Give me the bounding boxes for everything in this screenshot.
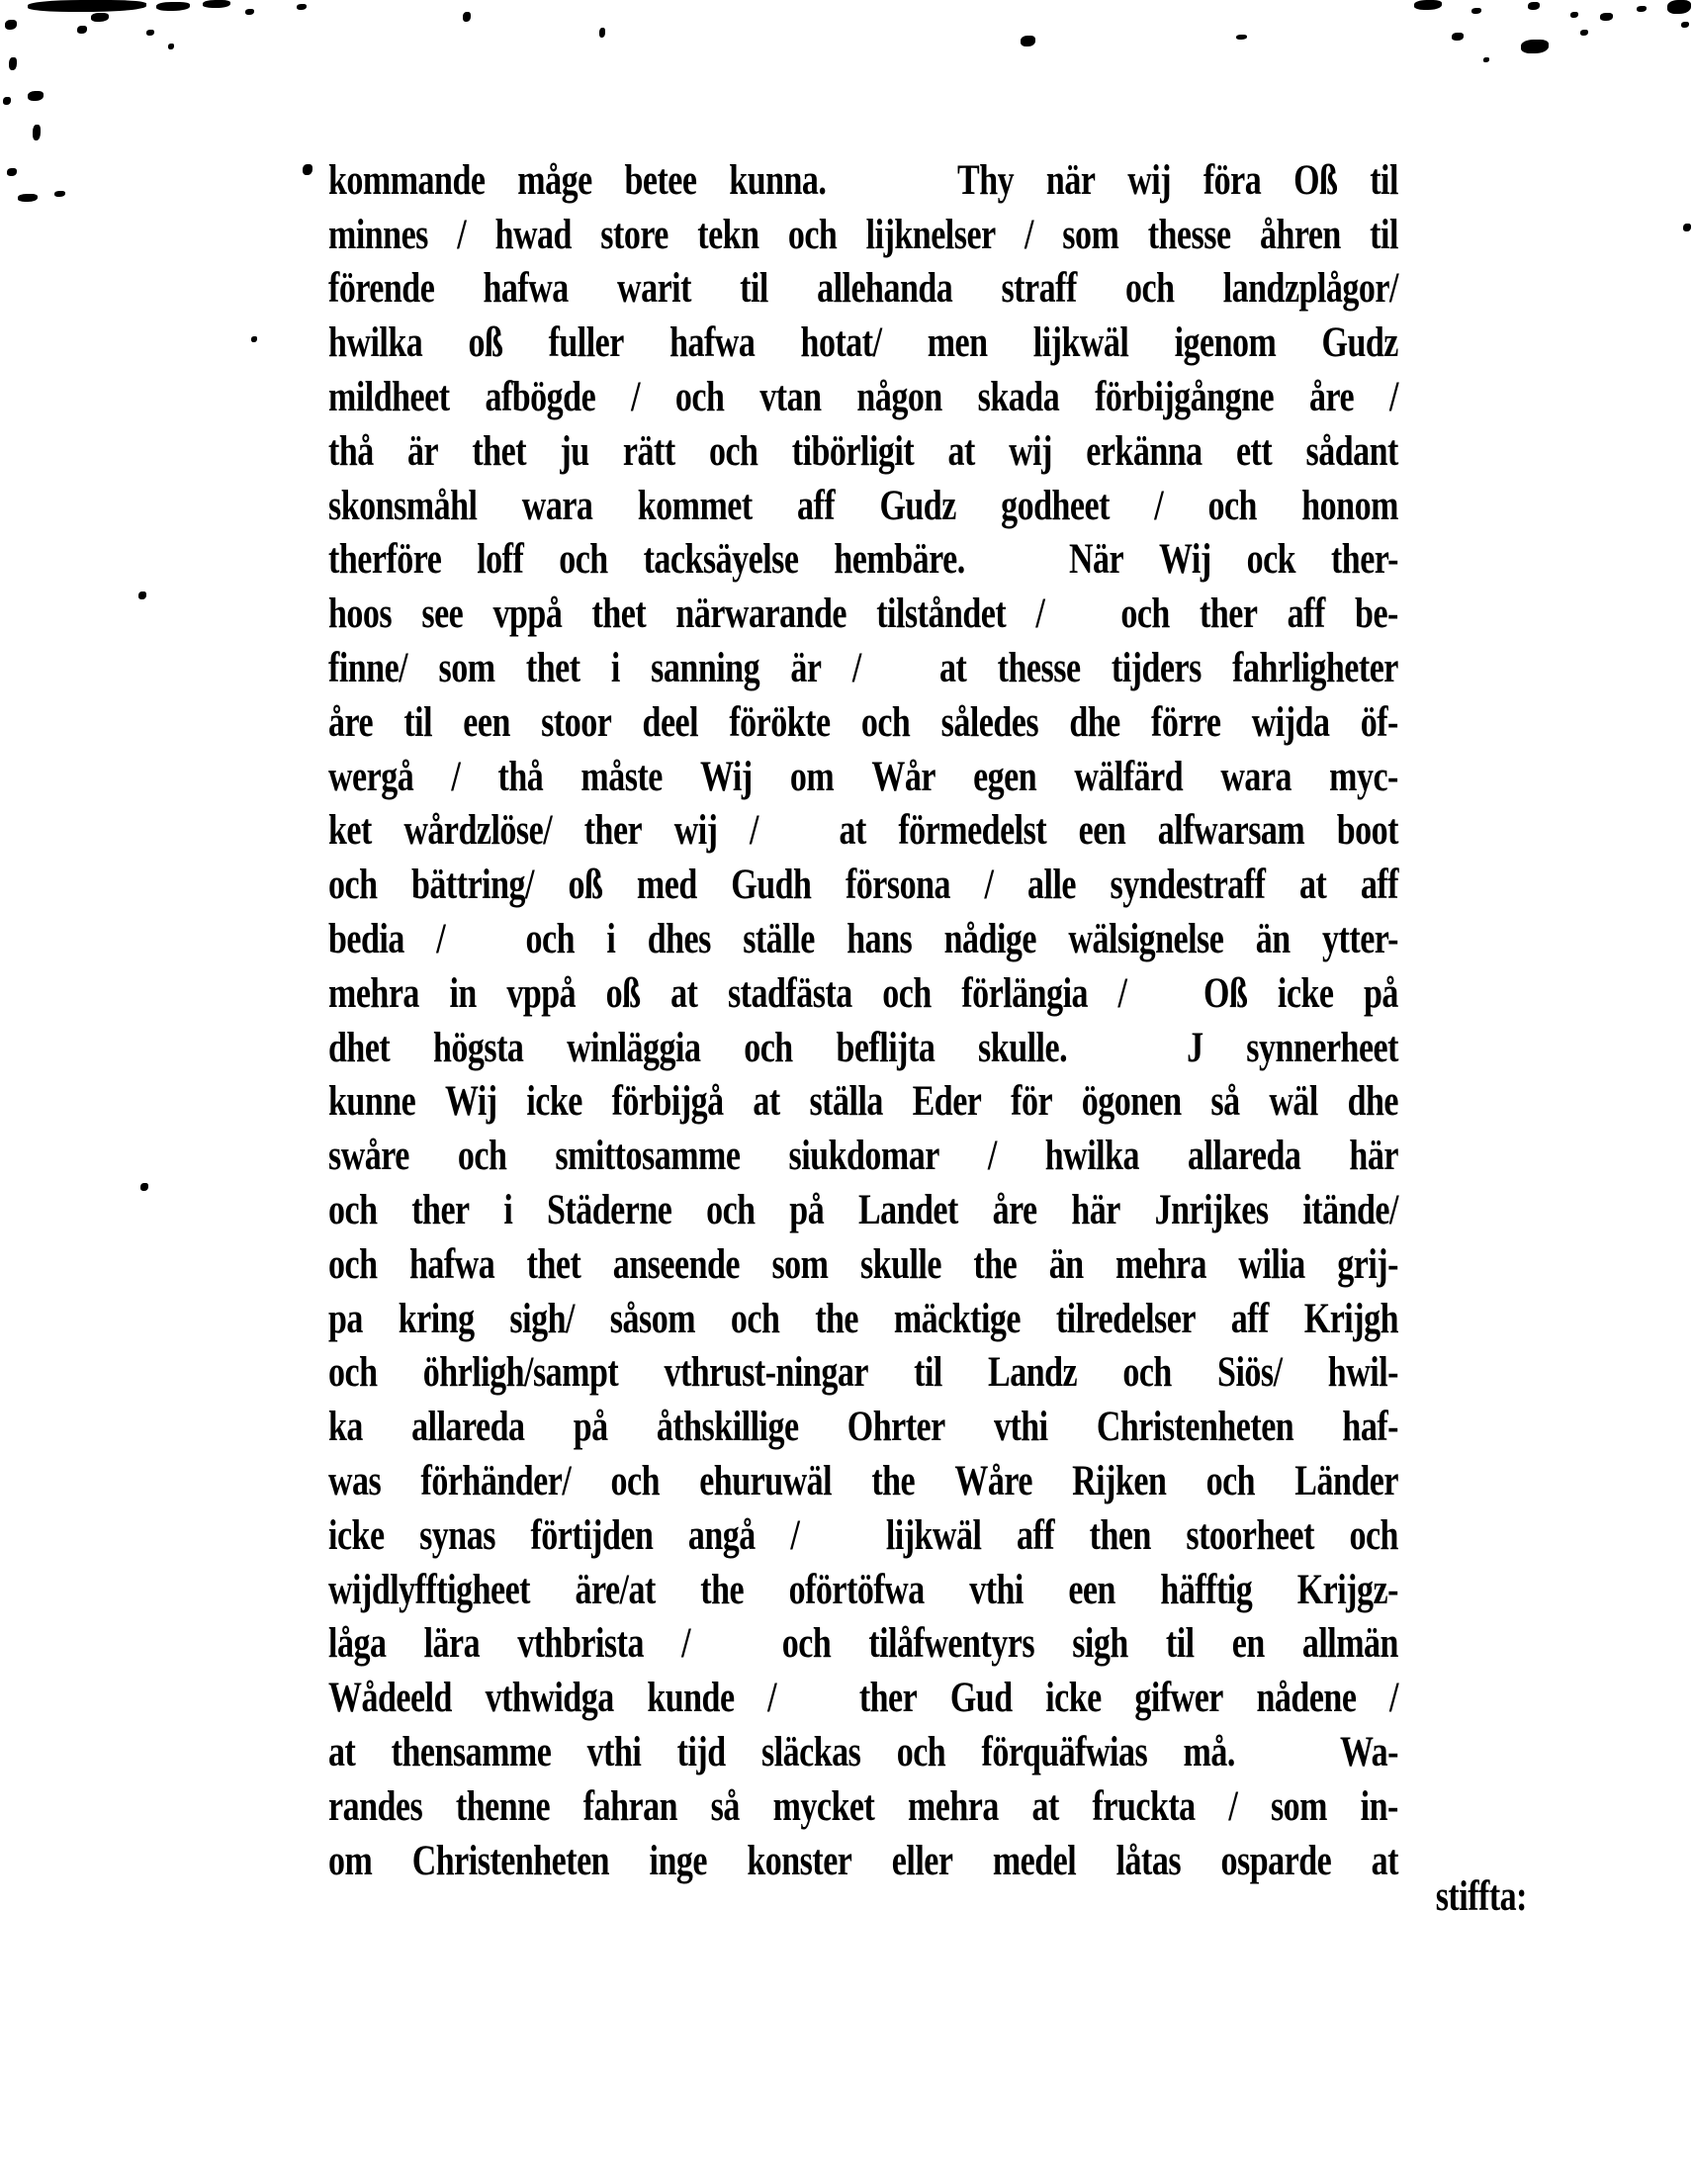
ink-speck (1483, 57, 1489, 62)
ink-speck (5, 20, 17, 30)
ink-speck (1521, 40, 1549, 53)
ink-speck (1414, 0, 1442, 10)
text-line: mehra in vppå oß at stadfästa och förlängia / Oß icke på (328, 969, 1398, 1018)
ink-speck (1528, 2, 1540, 10)
text-line: och öhrligh/sampt vthrust-ningar til Landz och Siös/ hwil- (328, 1349, 1398, 1397)
ink-speck (251, 336, 257, 342)
ink-speck (463, 12, 471, 22)
catchword: stiffta: (1435, 1872, 1527, 1921)
text-line: swåre och smittosamme siukdomar / hwilka allareda här (328, 1133, 1398, 1180)
text-line: och ther i Städerne och på Landet åre här Jnrijkes itände/ (328, 1186, 1398, 1234)
text-line: thå är thet ju rätt och tibörligit at wij erkänna ett sådant (328, 427, 1398, 476)
text-line: bedia / och i dhes ställe hans nådige wälsignelse än ytter- (328, 915, 1398, 963)
ink-speck (1637, 6, 1647, 12)
text-line: therföre loff och tacksäyelse hembäre. När Wij ock ther- (328, 536, 1398, 584)
text-line: skonsmåhl wara kommet aff Gudz godheet / och honom (328, 482, 1398, 529)
ink-speck (168, 44, 174, 49)
ink-speck (203, 0, 230, 8)
text-line: och bättring/ oß med Gudh försona / alle syndestraff at aff (328, 862, 1398, 909)
ink-speck (33, 125, 41, 140)
text-line: hoos see vppå thet närwarande tilståndet / och ther aff be- (328, 591, 1398, 638)
ink-speck (1236, 35, 1247, 40)
text-line: förende hafwa warit til allehanda straff och landzplågor/ (328, 265, 1398, 313)
text-block (328, 148, 1398, 1883)
text-line: finne/ som thet i sanning är / at thesse tijders fahrligheter (328, 644, 1398, 692)
ink-speck (1471, 8, 1481, 14)
ink-speck (1452, 33, 1464, 41)
text-line: at thensamme vthi tijd släckas och förquäfwias må. Wa- (328, 1728, 1398, 1776)
ink-speck (1683, 224, 1691, 231)
ink-speck (599, 28, 605, 38)
text-line: randes thenne fahran så mycket mehra at fruckta / som in- (328, 1782, 1398, 1830)
text-line: kommande måge betee kunna. Thy när wij föra Oß til (328, 156, 1398, 205)
ink-speck (146, 30, 154, 36)
ink-speck (28, 0, 146, 12)
text-line: minnes / hwad store tekn och lijknelser / som thesse åhren til (328, 211, 1398, 258)
text-line: Wådeeld vthwidga kunde / ther Gud icke gifwer nådene / (328, 1675, 1398, 1722)
ink-speck (28, 91, 44, 101)
ink-speck (77, 26, 87, 34)
ink-speck (18, 194, 38, 202)
text-line: was förhänder/ och ehuruwäl the Wåre Rijken och Länder (328, 1457, 1398, 1505)
ink-speck (91, 13, 109, 22)
ink-speck (138, 592, 146, 599)
text-line: ket wårdzlöse/ ther wij / at förmedelst een alfwarsam boot (328, 807, 1398, 855)
ink-speck (1600, 13, 1613, 21)
text-line: och hafwa thet anseende som skulle the än mehra wilia grij- (328, 1240, 1398, 1289)
ink-speck (7, 168, 17, 176)
text-line: åre til een stoor deel förökte och således dhe förre wijda öf- (328, 698, 1398, 747)
ink-speck (9, 57, 17, 70)
ink-speck (245, 9, 254, 15)
ink-speck (54, 191, 65, 197)
ink-speck (3, 97, 11, 105)
ink-speck (1021, 36, 1035, 46)
text-line: mildheet afbögde / och vtan någon skada förbijgångne åre / (328, 373, 1398, 421)
ink-speck (140, 1183, 148, 1191)
text-line: icke synas förtijden angå / lijkwäl aff then stoorheet och (328, 1511, 1398, 1559)
ink-speck (303, 164, 312, 175)
ink-speck (297, 4, 307, 10)
ink-speck (1570, 12, 1578, 18)
text-line: kunne Wij icke förbijgå at ställa Eder för ögonen så wäl dhe (328, 1078, 1398, 1126)
text-line: låga lära vthbrista / och tilåfwentyrs sigh til en allmän (328, 1620, 1398, 1668)
text-line: dhet högsta winläggia och beflijta skulle. J synnerheet (328, 1024, 1398, 1071)
text-line: wergå / thå måste Wij om Wår egen wälfärd wara myc- (328, 753, 1398, 800)
catchword-line (328, 1872, 1527, 1933)
text-line: ka allareda på åthskillige Ohrter vthi Christenheten haf- (328, 1404, 1398, 1451)
text-line: om Christenheten inge konster eller medel låtas osparde at (328, 1837, 1398, 1884)
ink-speck (156, 2, 190, 11)
ink-speck (1667, 0, 1691, 14)
text-line: hwilka oß fuller hafwa hotat/ men lijkwäl igenom Gudz (328, 319, 1398, 367)
ink-speck (1580, 30, 1588, 36)
ink-speck (1681, 22, 1689, 28)
text-line: pa kring sigh/ såsom och the mäcktige tilredelser aff Krijgh (328, 1295, 1398, 1342)
text-line: wijdlyfftigheet äre/at the oförtöfwa vthi een häfftig Krijgz- (328, 1566, 1398, 1613)
